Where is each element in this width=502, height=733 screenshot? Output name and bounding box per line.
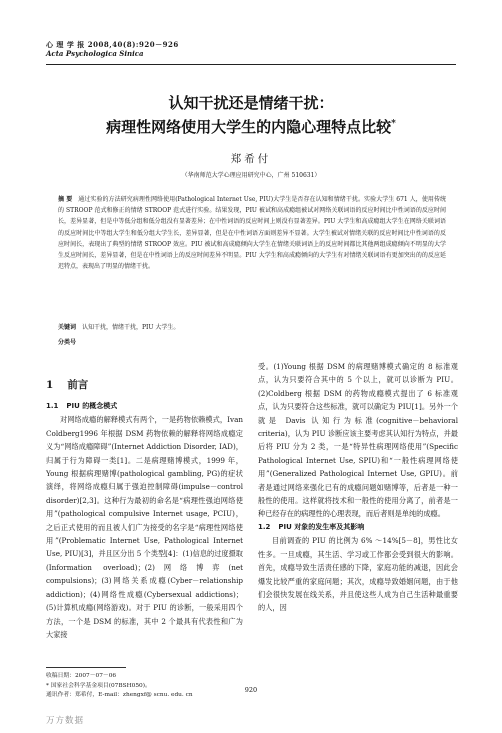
abstract [58, 194, 446, 272]
abstract-label: 摘 要 [58, 196, 73, 203]
journal-english-name: Acta Psychologica Sinica [46, 49, 144, 58]
abstract-text: 通过实验的方法研究病理性网络使用(Pathological Internet Use, PIU)大学生是否存在认知和情绪干扰。实验大学生 671 人，使用传统的 STROOP 范式和修正的情绪 STROOP 范式进行实验。结果发现，PIU 被试和高成瘾组被试对网络关联词语的反应时间比中性词语的反应时间长，差异显著，但是中等低分组和低分组没有显著差异；在中性词语的反应时间上则没有显著差异。PIU 大学生和高成瘾组大学生在网络关联词语的反应时间比中等组大学生和低分组大学生长，差异显著，但是在中性词语方面则差异不显著。大学生被试对情绪关联的反应时间比中性词语的反应时间长，表现出了典型的情绪 STROOP 效应。PIU 被试和高成瘾倾向大学生在情绪关联词语上的反应时间都比其他两组成瘾倾向不明显的大学生反应时间长，差异显著，但是在中性词语上的反应时间差异不明显。PIU 大学生和高成瘾倾向的大学生有对情绪关联词语有更加突出的的反应延迟特点，表现出了明显的情绪干扰。 [58, 196, 446, 271]
title-line-1: 认知干扰还是情绪干扰： [168, 94, 334, 112]
journal-citation: 心 理 学 报 2008,40(8):920－926 [46, 40, 179, 49]
footnote-fund: * 国家社会科学基金项目(07BSH050)。 [46, 682, 151, 689]
keywords-text: 认知干扰，情绪干扰，PIU 大学生。 [82, 324, 180, 331]
footnote-rule [46, 667, 126, 668]
footnote-received: 收稿日期：2007－07－06 [46, 673, 117, 679]
body-paragraph: 对网络成瘾的解释模式有两个，一是药物依赖模式，Ivan Coldberg1996 年根据 DSM 药物依赖的解释将网络成瘾定义为“网络成瘾障碍”(Internet Addiction Disorder, IAD)，归属于行为障碍一类[1]。二是病理赌博模式，1999 年，Young 根据病理赌博(pathological gambling, PG)的症状演绎，将网络成瘾归属于强迫控制障碍(impulse－control disorder)[2,3]。这种行为最初的命名是“病理性强迫网络使用”(pathological compulsive Internet usage, PCIU)，之后正式使用的而且被人们广为接受的名字是“病理性网络使用”(Problematic Internet Use, Pathological Internet Use, PIU)[3]，并且区分出 5 个类型[4]：(1)信息的过度摄取(Information overload)；(2)网络博弈(net compulsions)；(3)网络关系成瘾(Cyber－relationship addiction)；(4)网络性成瘾(Cybersexual addictions)；(5)计算机成瘾(网络游戏)。对于 PIU 的诊断，一般采用四个方法，一个是 DSM 的标准，其中 2 个最具有代表性和广为大家接 [46, 415, 243, 639]
subsection-title: PIU 对象的发生率及其影响 [278, 522, 365, 531]
title-line-2-text: 病理性网络使用大学生的内隐心理特点比较 [106, 118, 392, 136]
classification [58, 337, 446, 346]
section-number: 1 [46, 379, 54, 391]
title-line-2 [0, 116, 502, 137]
footnote-contact: 通讯作者：郑希付，E-mail：zhengxf@ scnu. edu. cn [46, 692, 193, 698]
journal-header [46, 40, 179, 58]
body-paragraph: 受。(1)Young 根据 DSM 的病理赌博模式确定的 8 标准观点，认为只要符合其中的 5 个以上，就可以诊断为 PIU。(2)Coldberg 根据 DSM 的药物成瘾模式提出了 6 标准观点，认为只要符合这些标准，就可以确定为 PIU[1]。另外一个就是 Davis 认知行为标准(cognitive－behavioral criteria)，认为 PIU 诊断应该主要考虑其认知行为特点，并最后将 PIU 分为 2 类，一是“特异性病理网络使用”(Specific Pathological Internet Use, SPIU)和“一般性病理网络使用”(Generalized Pathological Internet Use, GPIU)。前者是通过网络来强化已有的成瘾问题如赌博等，后者是一种一般性的使用。这样就将技术和一般性的使用分离了，前者是一种已经存在的病理性的心理表现，而后者则是单纯的成瘾。 [258, 362, 458, 519]
section-title: 前言 [67, 379, 89, 391]
subsection-heading-1-2 [258, 521, 458, 534]
subsection-title: PIU 的概念模式 [66, 402, 118, 410]
author-name: 郑希付 [230, 153, 272, 165]
keywords [58, 322, 446, 331]
title-footnote-marker: * [391, 119, 396, 129]
subsection-number: 1.2 [258, 522, 271, 531]
subsection-heading-1-1 [46, 400, 243, 413]
subsection-number: 1.1 [46, 402, 59, 410]
classification-label: 分类号 [58, 339, 77, 346]
section-heading-1 [46, 378, 243, 392]
left-column [46, 374, 243, 641]
right-column [258, 360, 458, 615]
page-number: 920 [244, 686, 258, 694]
body-paragraph: 目前调查的 PIU 的比例为 6% ～14%[5－8]，男性比女性多。一旦成瘾，其生活、学习或工作都会受到很大的影响。首先，成瘾导致生活责任感的下降，家庭功能的减退，因此会爆发比较严重的家庭问题；其次，成瘾导致婚姻问题，由于他们会很快发展在线关系，并且使这些人成为自己生活种最重要的人，因 [258, 536, 458, 613]
header-rule [46, 64, 456, 65]
author-affiliation: （华南师范大学心理应用研究中心，广州 510631） [181, 172, 321, 179]
keywords-label: 关键词 [58, 324, 77, 331]
watermark: 万方数据 [46, 716, 85, 726]
